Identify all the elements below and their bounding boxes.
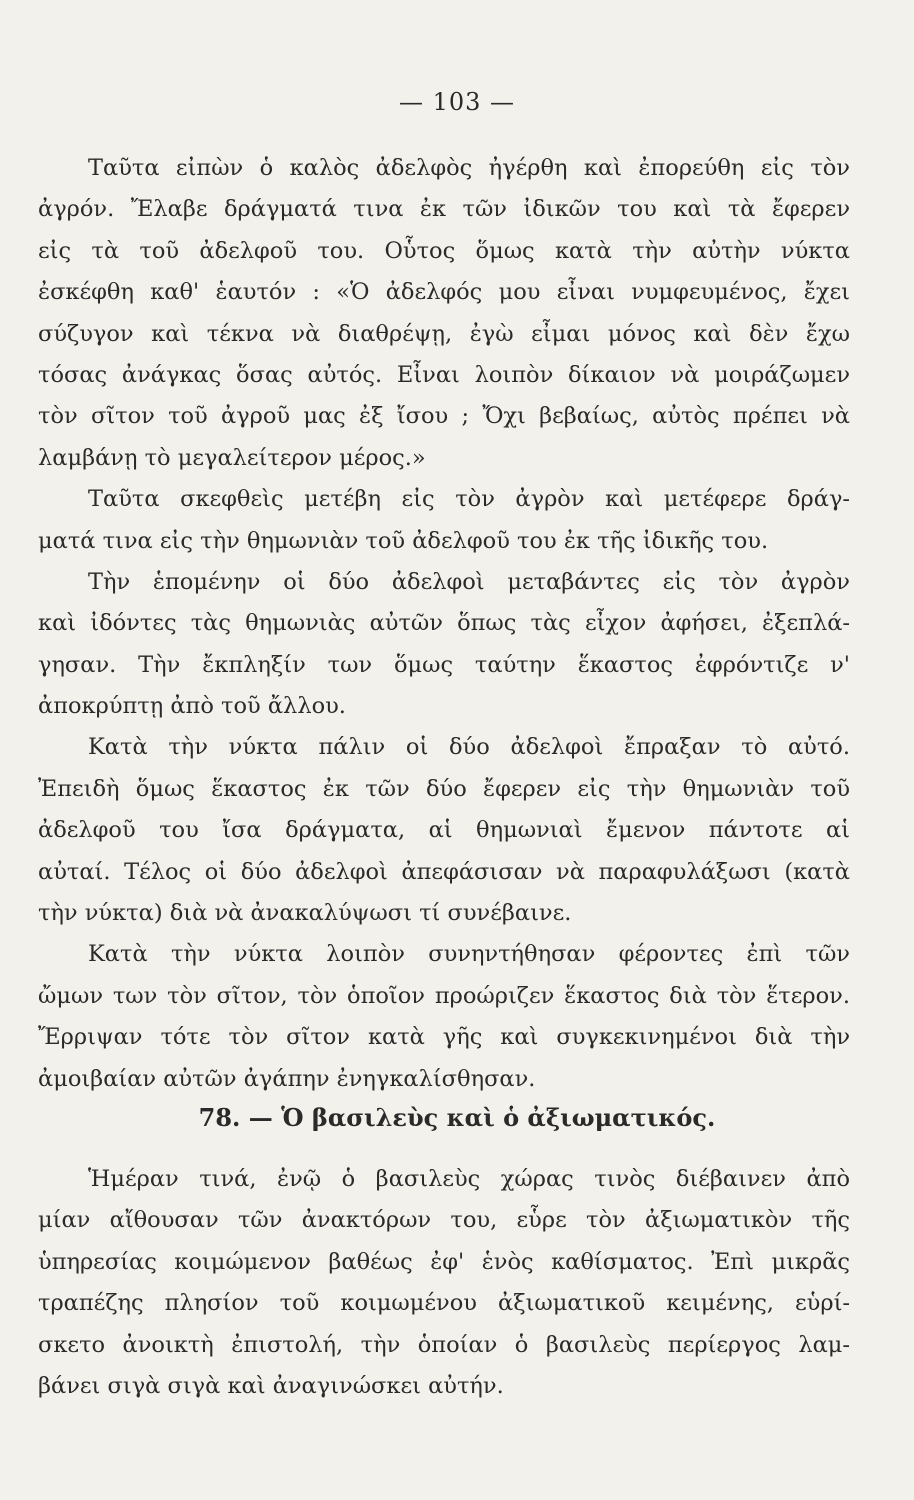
text-line: ἀγρόν. Ἔλαβε δράγματά τινα ἐκ τῶν ἰδικῶν του καὶ τὰ ἔφερεν [38, 196, 850, 223]
text-block-top [38, 148, 850, 1100]
text-line: Ταῦτα σκεφθεὶς μετέβη εἰς τὸν ἀγρὸν καὶ μετέφερε δράγ- [88, 486, 850, 513]
text-line: Ἐπειδὴ ὅμως ἕκαστος ἐκ τῶν δύο ἔφερεν εἰς τὴν θημωνιὰν τοῦ [38, 775, 850, 802]
text-block-bottom [38, 1159, 850, 1407]
text-line: Κατὰ τὴν νύκτα λοιπὸν συνηντήθησαν φέροντες ἐπὶ τῶν [88, 941, 850, 968]
text-line: ὤμων των τὸν σῖτον, τὸν ὁποῖον προώριζεν ἕκαστος διὰ τὸν ἕτερον. [38, 982, 850, 1009]
text-line: γησαν. Τὴν ἔκπληξίν των ὅμως ταύτην ἕκαστος ἐφρόντιζε ν' [38, 651, 850, 678]
text-line: σύζυγον καὶ τέκνα νὰ διαθρέψῃ, ἐγὼ εἶμαι μόνος καὶ δὲν ἔχω [38, 320, 850, 347]
text-line: ἀποκρύπτῃ ἀπὸ τοῦ ἄλλου. [38, 693, 346, 720]
text-line: ὑπηρεσίας κοιμώμενον βαθέως ἐφ' ἑνὸς καθίσματος. Ἐπὶ μικρᾶς [38, 1248, 850, 1275]
text-line: τόσας ἀνάγκας ὅσας αὐτός. Εἶναι λοιπὸν δίκαιον νὰ μοιράζωμεν [38, 361, 850, 388]
text-line: ματά τινα εἰς τὴν θημωνιὰν τοῦ ἀδελφοῦ του ἐκ τῆς ἰδικῆς του. [38, 527, 769, 554]
text-line: Τὴν ἑπομένην οἱ δύο ἀδελφοὶ μεταβάντες εἰς τὸν ἀγρὸν [88, 568, 850, 595]
text-line: τὸν σῖτον τοῦ ἀγροῦ μας ἐξ ἴσου ; Ὄχι βεβαίως, αὐτὸς πρέπει νὰ [38, 403, 850, 430]
text-line: Ταῦτα εἰπὼν ὁ καλὸς ἀδελφὸς ἠγέρθη καὶ ἐπορεύθη εἰς τὸν [88, 155, 850, 181]
text-line: βάνει σιγὰ σιγὰ καὶ ἀναγινώσκει αὐτήν. [38, 1372, 504, 1399]
text-line: τὴν νύκτα) διὰ νὰ ἀνακαλύψωσι τί συνέβαινε. [38, 900, 572, 927]
text-line: τραπέζης πλησίον τοῦ κοιμωμένου ἀξιωματικοῦ κειμένης, εὑρί- [38, 1290, 850, 1317]
text-line: Ἡμέραν τινά, ἐνῷ ὁ βασιλεὺς χώρας τινὸς διέβαινεν ἀπὸ [88, 1166, 850, 1192]
text-line: αὐταί. Τέλος οἱ δύο ἀδελφοὶ ἀπεφάσισαν νὰ παραφυλάξωσι (κατὰ [38, 858, 850, 885]
page-number: — 103 — [398, 88, 516, 116]
text-line: Ἔρριψαν τότε τὸν σῖτον κατὰ γῆς καὶ συγκεκινημένοι διὰ τὴν [38, 1024, 850, 1051]
text-line: λαμβάνῃ τὸ μεγαλείτερον μέρος.» [38, 444, 426, 471]
text-line: Κατὰ τὴν νύκτα πάλιν οἱ δύο ἀδελφοὶ ἔπραξαν τὸ αὐτό. [88, 734, 850, 761]
text-line: σκετο ἀνοικτὴ ἐπιστολή, τὴν ὁποίαν ὁ βασιλεὺς περίεργος λαμ- [38, 1331, 850, 1358]
text-line: εἰς τὰ τοῦ ἀδελφοῦ του. Οὗτος ὅμως κατὰ τὴν αὐτὴν νύκτα [38, 237, 850, 264]
text-line: μίαν αἴθουσαν τῶν ἀνακτόρων του, εὗρε τὸν ἀξιωματικὸν τῆς [38, 1207, 850, 1234]
text-line: ἀδελφοῦ του ἴσα δράγματα, αἱ θημωνιαὶ ἔμενον πάντοτε αἱ [38, 817, 850, 844]
text-line: καὶ ἰδόντες τὰς θημωνιὰς αὐτῶν ὅπως τὰς εἶχον ἀφήσει, ἐξεπλά- [38, 610, 850, 637]
section-heading: 78. — Ὁ βασιλεὺς καὶ ὁ ἀξιωματικός. [198, 1103, 716, 1132]
text-line: ἀμοιβαίαν αὐτῶν ἀγάπην ἐνηγκαλίσθησαν. [38, 1065, 536, 1092]
text-line: ἐσκέφθη καθ' ἑαυτόν : «Ὁ ἀδελφός μου εἶναι νυμφευμένος, ἔχει [38, 279, 850, 306]
